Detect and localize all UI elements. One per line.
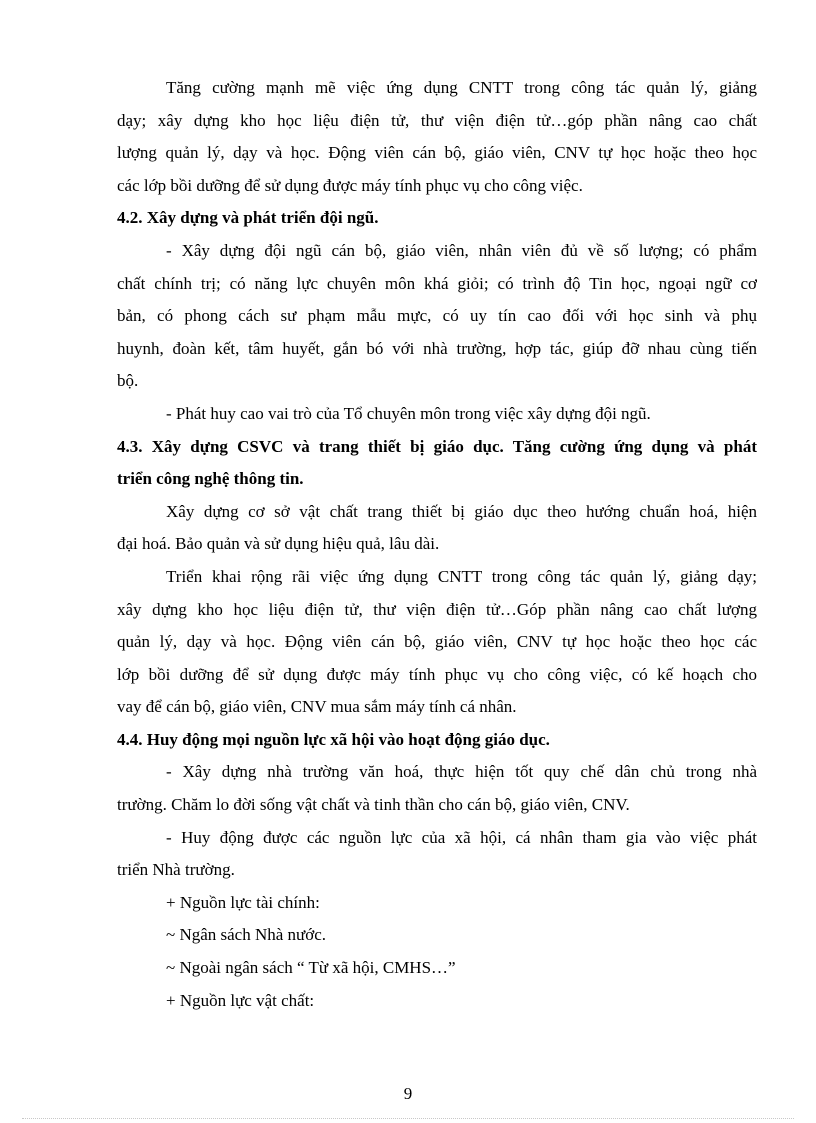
section-heading: 4.4. Huy động mọi nguồn lực xã hội vào hoạt động giáo dục. <box>117 729 550 749</box>
paragraph-line: lớp bồi dưỡng để sử dụng được máy tính phục vụ cho công việc, có kế hoạch cho <box>117 664 757 684</box>
paragraph-line: - Xây dựng đội ngũ cán bộ, giáo viên, nhân viên đủ về số lượng; có phẩm <box>166 240 757 260</box>
paragraph-line: xây dựng kho học liệu điện tử, thư viện điện tử…Góp phần nâng cao chất lượng <box>117 599 757 619</box>
section-heading: 4.3. Xây dựng CSVC và trang thiết bị giáo dục. Tăng cường ứng dụng và phát <box>117 436 757 456</box>
paragraph-line: - Phát huy cao vai trò của Tổ chuyên môn trong việc xây dựng đội ngũ. <box>166 403 651 423</box>
paragraph-line: vay để cán bộ, giáo viên, CNV mua sắm máy tính cá nhân. <box>117 697 517 717</box>
paragraph-line: Triển khai rộng rãi việc ứng dụng CNTT trong công tác quản lý, giảng dạy; <box>166 566 757 586</box>
paragraph-line: Tăng cường mạnh mẽ việc ứng dụng CNTT trong công tác quản lý, giảng <box>166 78 757 97</box>
list-item: + Nguồn lực tài chính: <box>166 892 320 912</box>
list-item: ~ Ngoài ngân sách “ Từ xã hội, CMHS…” <box>166 958 456 978</box>
paragraph-line: bản, có phong cách sư phạm mẫu mực, có uy tín cao đối với học sinh và phụ <box>117 306 757 326</box>
page-bottom-divider <box>22 1118 794 1119</box>
paragraph-line: - Huy động được các nguồn lực của xã hội, cá nhân tham gia vào việc phát <box>166 827 757 847</box>
paragraph-line: dạy; xây dựng kho học liệu điện tử, thư viện điện tử…góp phần nâng cao chất <box>117 110 757 130</box>
paragraph-line: triển Nhà trường. <box>117 860 235 880</box>
paragraph-line: trường. Chăm lo đời sống vật chất và tinh thần cho cán bộ, giáo viên, CNV. <box>117 795 630 815</box>
paragraph-line: các lớp bồi dưỡng để sử dụng được máy tính phục vụ cho công việc. <box>117 175 583 195</box>
section-heading: 4.2. Xây dựng và phát triển đội ngũ. <box>117 208 379 228</box>
list-item: + Nguồn lực vật chất: <box>166 990 315 1010</box>
paragraph-line: chất chính trị; có năng lực chuyên môn khá giỏi; có trình độ Tin học, ngoại ngữ cơ <box>117 273 757 293</box>
paragraph-line: đại hoá. Bảo quản và sử dụng hiệu quả, lâu dài. <box>117 534 440 554</box>
section-heading: triển công nghệ thông tin. <box>117 469 304 489</box>
paragraph-line: - Xây dựng nhà trường văn hoá, thực hiện tốt quy chế dân chủ trong nhà <box>166 762 757 782</box>
page-number: 9 <box>403 1084 413 1103</box>
paragraph-line: bộ. <box>117 371 139 391</box>
list-item: ~ Ngân sách Nhà nước. <box>166 925 327 945</box>
paragraph-line: quản lý, dạy và học. Động viên cán bộ, giáo viên, CNV tự học hoặc theo học các <box>117 632 757 652</box>
paragraph-line: lượng quản lý, dạy và học. Động viên cán bộ, giáo viên, CNV tự học hoặc theo học <box>117 143 757 163</box>
document-page <box>117 72 757 1017</box>
paragraph-line: Xây dựng cơ sở vật chất trang thiết bị giáo dục theo hướng chuẩn hoá, hiện <box>166 501 757 521</box>
paragraph-line: huynh, đoàn kết, tâm huyết, gắn bó với nhà trường, hợp tác, giúp đỡ nhau cùng tiến <box>117 338 757 358</box>
